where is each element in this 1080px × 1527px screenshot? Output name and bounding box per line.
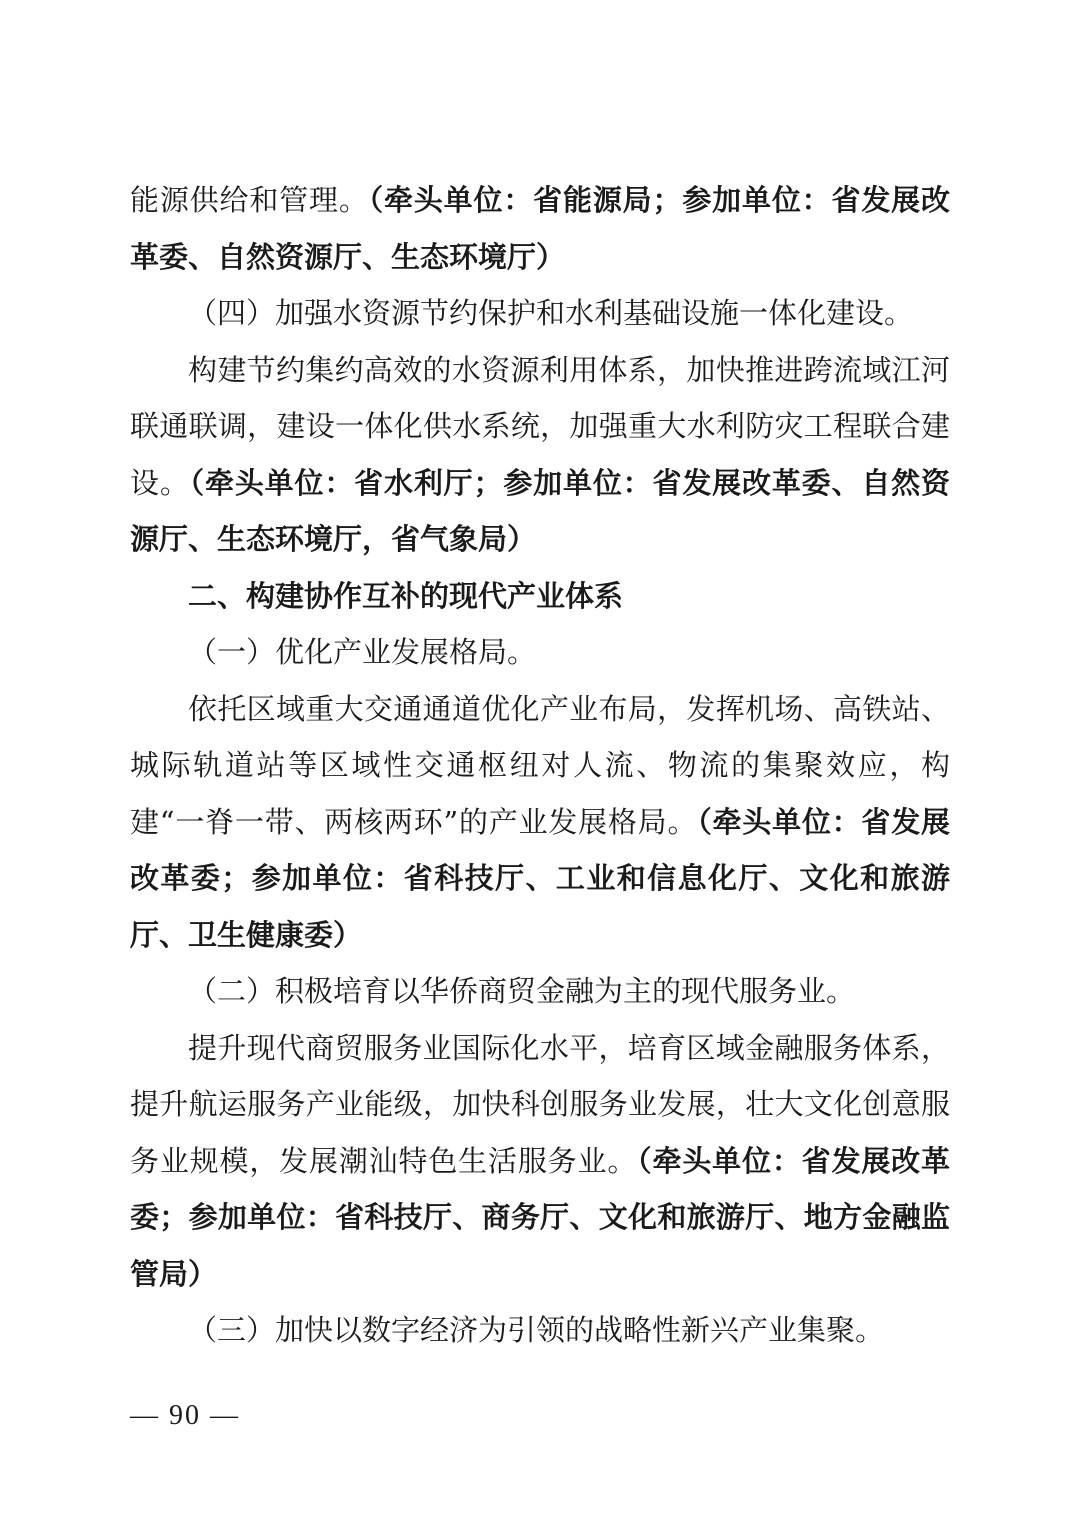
section-heading-two: 二、构建协作互补的现代产业体系 [188,578,624,613]
paragraph-services: 提升现代商贸服务业国际化水平，培育区域金融服务体系，提升航运服务产业能级，加快科创服务业发展，壮大文化创意服务业规模，发展潮汕特色生活服务业。（牵头单位：省发展改革委；参加单位：省科技厅、商务厅、文化和旅游厅、地方金融监管局） [130,1030,950,1291]
subheading-one: （一）优化产业发展格局。 [188,635,537,669]
paragraph-water: 构建节约集约高效的水资源利用体系，加快推进跨流域江河联通联调，建设一体化供水系统，加强重大水利防灾工程联合建设。（牵头单位：省水利厅；参加单位：省发展改革委、自然资源厅、生态环境厅，省气象局） [130,352,950,556]
paragraph-energy-continued: 能源供给和管理。（牵头单位：省能源局；参加单位：省发展改革委、自然资源厅、生态环境厅） [130,183,950,274]
responsible-units: （牵头单位：省水利厅；参加单位：省发展改革委、自然资源厅、生态环境厅，省气象局） [130,465,950,556]
page-number: — 90 — [130,1400,240,1431]
subheading-four: （四）加强水资源节约保护和水利基础设施一体化建设。 [188,296,914,330]
responsible-units: （牵头单位：省发展改革委；参加单位：省科技厅、商务厅、文化和旅游厅、地方金融监管局） [130,1143,950,1291]
responsible-units: （牵头单位：省发展改革委；参加单位：省科技厅、工业和信息化厅、文化和旅游厅、卫生健康委） [130,804,950,952]
responsible-units: （牵头单位：省能源局；参加单位：省发展改革委、自然资源厅、生态环境厅） [130,183,950,274]
subheading-three: （三）加快以数字经济为引领的战略性新兴产业集聚。 [188,1313,885,1347]
subheading-two: （二）积极培育以华侨商贸金融为主的现代服务业。 [188,974,856,1008]
document-body [130,172,950,1359]
paragraph-industry-layout: 依托区域重大交通通道优化产业布局，发挥机场、高铁站、城际轨道站等区域性交通枢纽对人流、物流的集聚效应，构建“一脊一带、两核两环”的产业发展格局。（牵头单位：省发展改革委；参加单位：省科技厅、工业和信息化厅、文化和旅游厅、卫生健康委） [130,691,950,952]
